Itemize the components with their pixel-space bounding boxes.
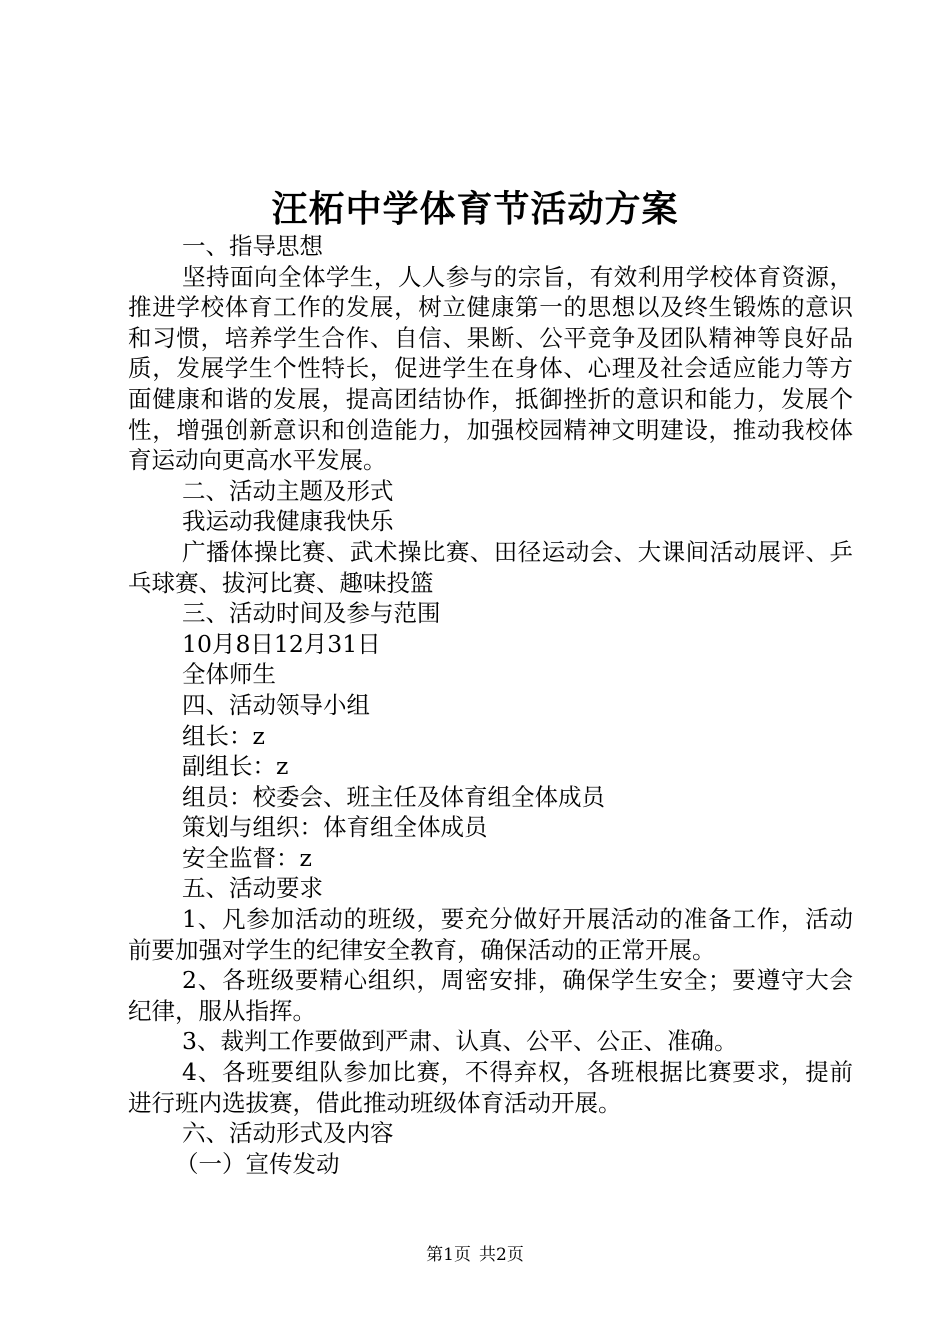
document-body — [128, 231, 853, 1179]
section-heading: 一、指导思想 — [182, 232, 324, 260]
paragraph: 4、各班要组队参加比赛，不得弃权，各班根据比赛要求，提前进行班内选拔赛，借此推动班级体育活动开展。 — [128, 1058, 853, 1117]
section-heading: 四、活动领导小组 — [182, 690, 371, 719]
section-heading: 三、活动时间及参与范围 — [182, 599, 441, 628]
paragraph: 坚持面向全体学生，人人参与的宗旨，有效利用学校体育资源，推进学校体育工作的发展，树立健康第一的思想以及终生锻炼的意识和习惯，培养学生合作、自信、果断、公平竞争及团队精神等良好品质，发展学生个性特长，促进学生在身体、心理及社会适应能力等方面健康和谐的发展，提高团结协作，抵御挫折的意识和能力，发展个性，增强创新意识和创造能力，加强校园精神文明建设，推动我校体育运动向更高水平发展。 — [128, 262, 853, 475]
subsection-heading: （一）宣传发动 — [175, 1149, 340, 1178]
page-footer — [0, 1244, 950, 1266]
page-total: 共2页 — [479, 1245, 524, 1265]
paragraph: 组长：z — [182, 721, 265, 750]
paragraph: 1、凡参加活动的班级，要充分做好开展活动的准备工作，活动前要加强对学生的纪律安全教育，确保活动的正常开展。 — [128, 905, 853, 964]
paragraph: 2、各班级要精心组织，周密安排，确保学生安全；要遵守大会纪律，服从指挥。 — [128, 966, 853, 1025]
section-heading: 五、活动要求 — [182, 874, 324, 903]
paragraph: 广播体操比赛、武术操比赛、田径运动会、大课间活动展评、乒乓球赛、拔河比赛、趣味投篮 — [128, 537, 853, 597]
paragraph: 3、裁判工作要做到严肃、认真、公平、公正、准确。 — [182, 1027, 738, 1056]
paragraph: 策划与组织：体育组全体成员 — [182, 813, 488, 842]
page-number: 第1页 — [426, 1245, 471, 1265]
paragraph: 10月8日12月31日 — [182, 629, 381, 658]
paragraph: 安全监督：z — [182, 843, 312, 872]
document-title: 汪柘中学体育节活动方案 — [271, 188, 679, 230]
paragraph: 副组长：z — [182, 752, 289, 781]
paragraph: 我运动我健康我快乐 — [182, 507, 394, 536]
section-heading: 二、活动主题及形式 — [182, 476, 394, 505]
paragraph: 全体师生 — [182, 660, 277, 689]
paragraph: 组员：校委会、班主任及体育组全体成员 — [182, 782, 606, 811]
section-heading: 六、活动形式及内容 — [182, 1119, 394, 1148]
